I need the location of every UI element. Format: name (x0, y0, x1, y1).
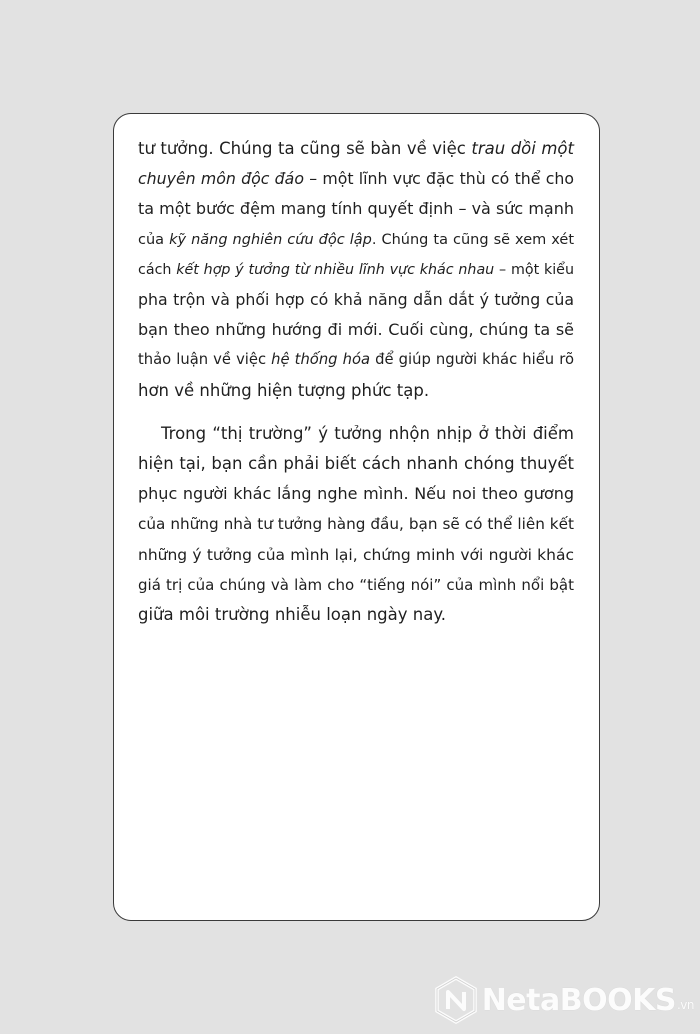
text-line: giá trị của chúng và làm cho “tiếng nói” của mình nổi bật (138, 575, 574, 594)
text-line: thảo luận về việc hệ thống hóa để giúp người khác hiểu rõ (138, 351, 574, 369)
italic-phrase: kết hợp ý tưởng từ nhiều lĩnh vực khác nhau (176, 261, 495, 278)
text-line: những ý tưởng của mình lại, chứng minh với người khác (138, 545, 574, 564)
text-line: bạn theo những hướng đi mới. Cuối cùng, chúng ta sẽ (138, 320, 574, 340)
paragraph-1 (138, 134, 574, 406)
watermark-suffix: .vn (676, 998, 694, 1012)
text-line: chuyên môn độc đáo – một lĩnh vực đặc thù có thể cho (138, 169, 574, 189)
italic-phrase: trau dồi một (471, 139, 574, 158)
book-page (113, 113, 600, 921)
italic-phrase: hệ thống hóa (271, 351, 371, 369)
netabooks-logo-icon (434, 976, 478, 1024)
paragraph-2 (138, 419, 574, 630)
text-line: cách kết hợp ý tưởng từ nhiều lĩnh vực khác nhau – một kiểu (138, 261, 574, 278)
page-text (138, 134, 574, 630)
text-line: hiện tại, bạn cần phải biết cách nhanh chóng thuyết (138, 454, 574, 474)
text-line: của kỹ năng nghiên cứu độc lập. Chúng ta cũng sẽ xem xét (138, 231, 574, 248)
text-line: của những nhà tư tưởng hàng đầu, bạn sẽ có thể liên kết (138, 515, 574, 534)
netabooks-watermark (434, 976, 694, 1024)
italic-phrase: kỹ năng nghiên cứu độc lập (169, 231, 372, 248)
text-line: phục người khác lắng nghe mình. Nếu noi theo gương (138, 484, 574, 504)
italic-phrase: chuyên môn độc đáo (138, 169, 304, 189)
text-line: giữa môi trường nhiễu loạn ngày nay. (138, 605, 446, 625)
text-line: pha trộn và phối hợp có khả năng dẫn dắt ý tưởng của (138, 290, 574, 310)
text-line: hơn về những hiện tượng phức tạp. (138, 380, 430, 400)
text-line: Trong “thị trường” ý tưởng nhộn nhịp ở thời điểm (161, 423, 574, 443)
text-line: ta một bước đệm mang tính quyết định – và sức mạnh (138, 199, 574, 219)
text-line: tư tưởng. Chúng ta cũng sẽ bàn về việc trau dồi một (138, 139, 574, 158)
watermark-brand: NetaBOOKS (481, 982, 676, 1018)
